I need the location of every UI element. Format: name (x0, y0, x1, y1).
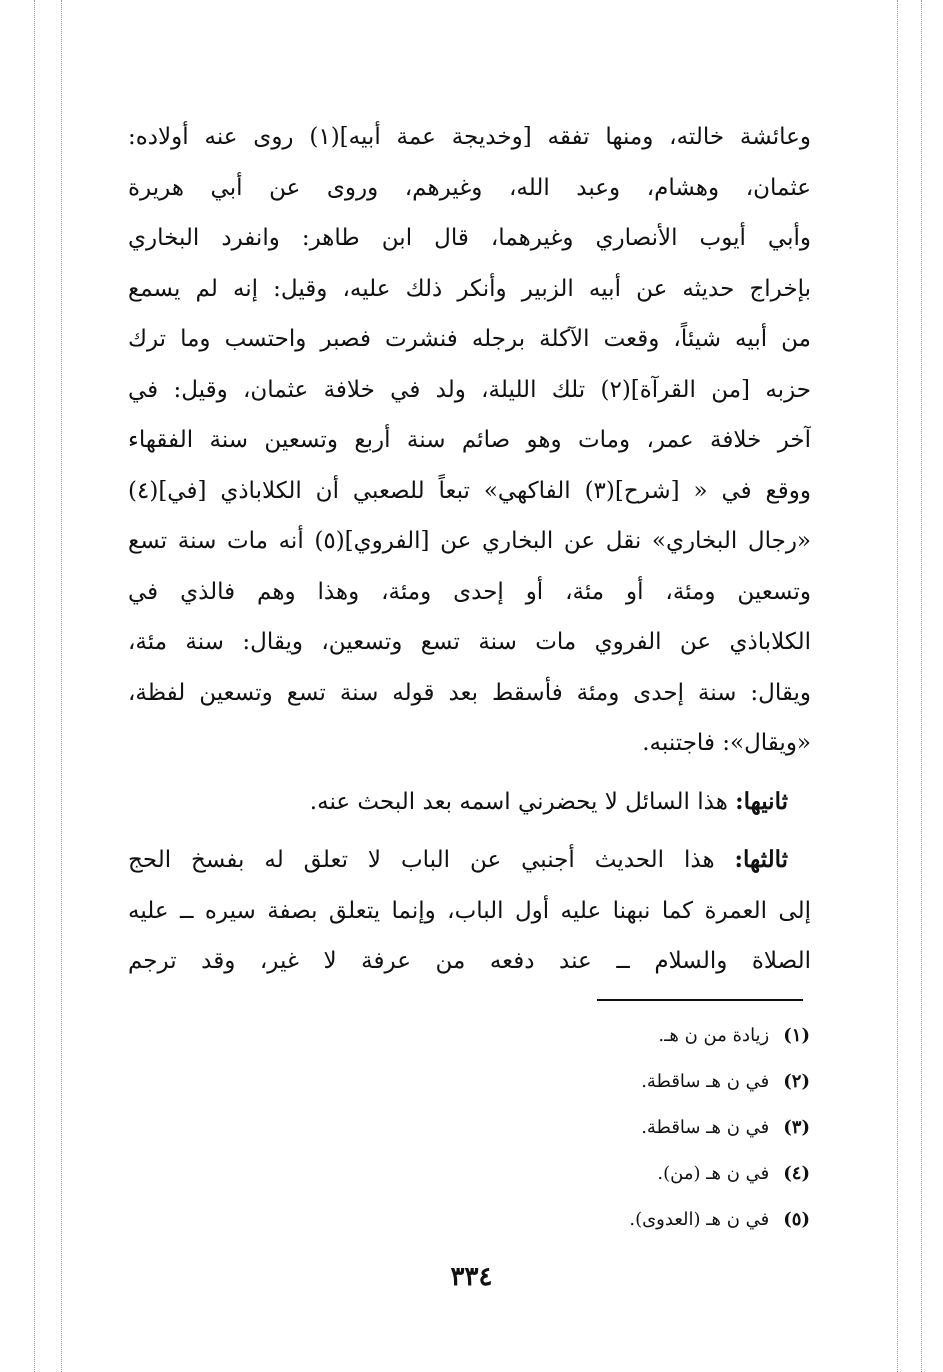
text-line: «رجال البخاري» نقل عن البخاري عن [الفروي](٥) أنه مات سنة تسع (128, 528, 811, 554)
paragraph-1 (128, 112, 811, 769)
text-line: الصلاة والسلام ــ عند دفعه من عرفة لا غير، وقد ترجم (128, 948, 811, 974)
paragraph-2 (128, 777, 811, 828)
paragraph-lead: ثالثها: (734, 846, 788, 873)
paragraph-text: هذا الحديث أجنبي عن الباب لا تعلق له بفسخ الحج (128, 847, 735, 873)
text-line: آخر خلافة عمر، ومات وهو صائم سنة أربع وتسعين سنة الفقهاء (128, 427, 811, 453)
text-line (128, 835, 811, 886)
footnote-number: (٣) (783, 1117, 810, 1138)
footnote-text: زيادة من ن هـ. (658, 1025, 770, 1046)
footnote-text: في ن هـ ساقطة. (641, 1117, 770, 1138)
text-line: حزبه [من القرآة](٢) تلك الليلة، ولد في خلافة عثمان، وقيل: في (128, 376, 811, 403)
paragraph-gap (128, 827, 811, 835)
text-line: ويقال: سنة إحدى ومئة فأسقط بعد قوله سنة تسع وتسعين لفظة، (128, 679, 811, 706)
footnote-item (430, 1013, 810, 1059)
text-line: الكلاباذي عن الفروي مات سنة تسع وتسعين، ويقال: سنة مئة، (128, 629, 811, 655)
footnote-item (430, 1105, 810, 1151)
footnote-item (430, 1059, 810, 1105)
footnotes (430, 1013, 810, 1243)
text-line: وتسعين ومئة، أو مئة، أو إحدى ومئة، وهذا وهم فالذي في (128, 578, 811, 605)
footnote-number: (٤) (783, 1163, 810, 1184)
paragraph-text: هذا السائل لا يحضرني اسمه بعد البحث عنه. (309, 788, 736, 815)
footnote-separator (597, 999, 803, 1001)
scan-margin-line (897, 0, 898, 1372)
footnote-number: (١) (783, 1025, 810, 1046)
main-text (128, 112, 811, 987)
page-number: ٣٣٤ (450, 1262, 493, 1292)
text-line: بإخراج حديثه عن أبيه الزبير وأنكر ذلك عليه، وقيل: إنه لم يسمع (128, 275, 811, 302)
footnote-text: في ن هـ (من). (657, 1163, 770, 1184)
paragraph-gap (128, 769, 811, 777)
footnote-number: (٥) (783, 1209, 810, 1230)
text-line: من أبيه شيئاً، وقعت الآكلة برجله فنشرت فصبر واحتسب وما ترك (128, 326, 811, 352)
paragraph-lead: ثانيها: (735, 787, 788, 815)
text-line: وأبي أيوب الأنصاري وغيرهما، قال ابن طاهر: وانفرد البخاري (128, 225, 811, 251)
footnote-text: في ن هـ (العدوى). (629, 1209, 770, 1230)
text-line: «ويقال»: فاجتنبه. (642, 730, 811, 756)
scan-margin-line (61, 0, 62, 1372)
text-line: عثمان، وهشام، وعبد الله، وغيرهم، وروى عن أبي هريرة (128, 174, 811, 201)
text-line: ووقع في « [شرح](٣) الفاكهي» تبعاً للصعبي أن الكلاباذي [في](٤) (128, 477, 811, 504)
text-line: إلى العمرة كما نبهنا عليه أول الباب، وإنما يتعلق بصفة سيره ــ عليه (128, 897, 811, 924)
footnote-number: (٢) (783, 1071, 810, 1092)
scan-margin-line (34, 0, 35, 1372)
text-line (128, 777, 811, 828)
paragraph-3 (128, 835, 811, 987)
scan-margin-line (921, 0, 922, 1372)
text-line: وعائشة خالته، ومنها تفقه [وخديجة عمة أبيه](١) روى عنه أولاده: (128, 124, 811, 150)
footnote-text: في ن هـ ساقطة. (641, 1071, 770, 1092)
footnote-item (430, 1151, 810, 1197)
footnote-item (430, 1197, 810, 1243)
